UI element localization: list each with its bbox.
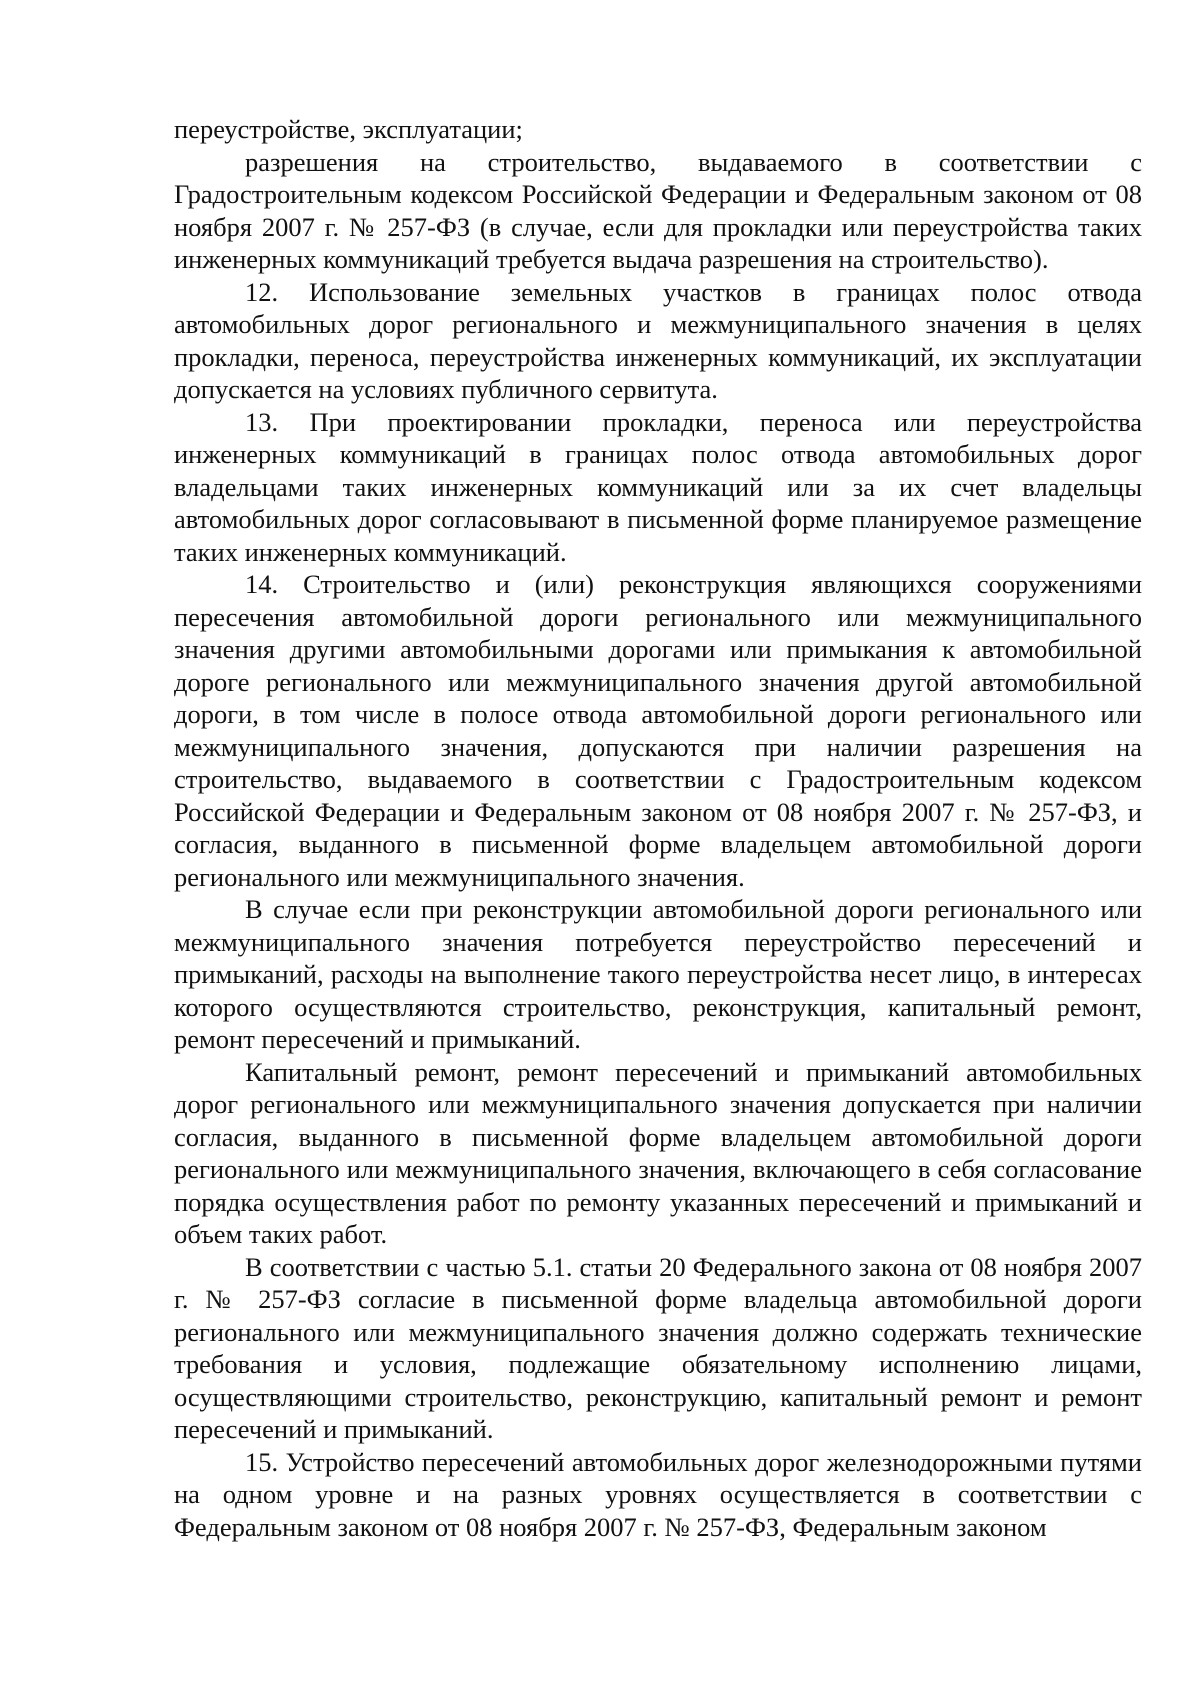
document-page [174,113,1142,1543]
paragraph-item-14: 14. Строительство и (или) реконструкция являющихся сооружениями пересечения автомобильной дороги регионального или межмуниципального значения другими автомобильными дорогами или примыкания к автомобильной дороге регионального или межмуниципального значения другой автомобильной дороги, в том числе в полосе отвода автомобильной дороги регионального или межмуниципального значения, допускаются при наличии разрешения на строительство, выдаваемого в соответствии с Градостроительным кодексом Российской Федерации и Федеральным законом от 08 ноября 2007 г. № 257-ФЗ, и согласия, выданного в письменной форме владельцем автомобильной дороги регионального или межмуниципального значения. [174,569,1142,892]
paragraph-reconstruction-costs: В случае если при реконструкции автомобильной дороги регионального или межмуниципального значения потребуется переустройство пересечений и примыканий, расходы на выполнение такого переустройства несет лицо, в интересах которого осуществляются строительство, реконструкция, капитальный ремонт, ремонт пересечений и примыканий. [174,894,1142,1054]
paragraph-article-20: В соответствии с частью 5.1. статьи 20 Федерального закона от 08 ноября 2007 г. № 257-ФЗ согласие в письменной форме владельца автомобильной дороги регионального или межмуниципального значения должно содержать технические требования и условия, подлежащие обязательному исполнению лицами, осуществляющими строительство, реконструкцию, капитальный ремонт и ремонт пересечений и примыканий. [174,1251,1142,1444]
paragraph-capital-repair: Капитальный ремонт, ремонт пересечений и примыканий автомобильных дорог регионального или межмуниципального значения допускается при наличии согласия, выданного в письменной форме владельцем автомобильной дороги регионального или межмуниципального значения, включающего в себя согласование порядка осуществления работ по ремонту указанных пересечений и примыканий и объем таких работ. [174,1056,1142,1249]
paragraph-item-12: 12. Использование земельных участков в границах полос отвода автомобильных дорог регионального и межмуниципального значения в целях прокладки, переноса, переустройства инженерных коммуникаций, их эксплуатации допускается на условиях публичного сервитута. [174,276,1142,404]
paragraph-continuation: переустройстве, эксплуатации; [174,114,523,144]
paragraph-item-13: 13. При проектировании прокладки, переноса или переустройства инженерных коммуникаций в границах полос отвода автомобильных дорог владельцами таких инженерных коммуникаций или за их счет владельцы автомобильных дорог согласовывают в письменной форме планируемое размещение таких инженерных коммуникаций. [174,406,1142,567]
paragraph-building-permit: разрешения на строительство, выдаваемого в соответствии с Градостроительным кодексом Российской Федерации и Федеральным законом от 08 ноября 2007 г. № 257-ФЗ (в случае, если для прокладки или переустройства таких инженерных коммуникаций требуется выдача разрешения на строительство). [174,146,1142,274]
paragraph-item-15: 15. Устройство пересечений автомобильных дорог железнодорожными путями на одном уровне и на разных уровнях осуществляется в соответствии с Федеральным законом от 08 ноября 2007 г. № 257-ФЗ, Федеральным законом [174,1446,1142,1542]
